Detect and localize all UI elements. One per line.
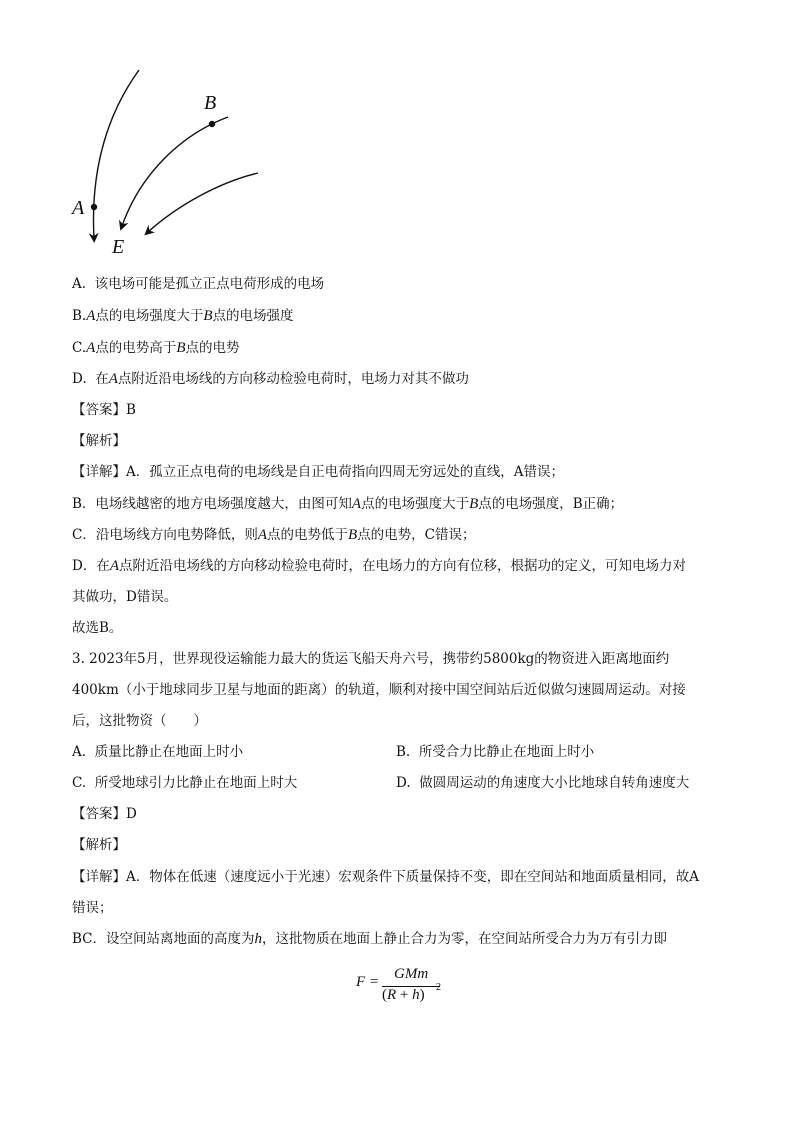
q3-answer: 【答案】D: [72, 806, 137, 822]
formula-exponent: 2: [436, 982, 441, 993]
point-b-dot: [209, 121, 215, 127]
formula-numerator: GMm: [394, 966, 429, 982]
field-line-middle: [122, 117, 228, 226]
point-a-label: A: [72, 197, 85, 219]
q2-detail-c: C．沿电场线方向电势降低，则A点的电势低于B点的电势，C错误；: [72, 527, 476, 543]
q3-option-d: D. 做圆周运动的角速度大小比地球自转角速度大: [396, 775, 690, 791]
q3-option-b: B. 所受合力比静止在地面上时小: [396, 744, 595, 760]
q3-detail-a-cont: 错误；: [72, 900, 113, 916]
gravity-formula: [352, 968, 462, 1012]
q3-stem-line-3: 后，这批物资（ ）: [72, 713, 207, 729]
q2-detail-d: D．在A点附近沿电场线的方向移动检验电荷时，在电场力的方向有位移，根据功的定义，可知电场力对: [72, 558, 686, 574]
formula-lhs: F =: [356, 974, 380, 990]
q2-detail-a: 【详解】A．孤立正点电荷的电场线是自正电荷指向四周无穷远处的直线，A错误；: [72, 464, 564, 480]
q3-option-c: C. 所受地球引力比静止在地面上时大: [72, 775, 298, 791]
q2-option-d: D. 在A点附近沿电场线的方向移动检验电荷时，电场力对其不做功: [72, 371, 469, 387]
q2-analysis-tag: 【解析】: [72, 433, 126, 449]
q2-option-c: C.A点的电势高于B点的电势: [72, 340, 240, 356]
q2-detail-d-cont: 其做功，D错误。: [72, 589, 178, 605]
q2-option-a: A. 该电场可能是孤立正点电荷形成的电场: [72, 276, 325, 292]
q2-detail-b: B．电场线越密的地方电场强度越大，由图可知A点的电场强度大于B点的电场强度，B正确；: [72, 496, 624, 512]
electric-field-diagram: [60, 60, 280, 265]
q3-detail-a: 【详解】A．物体在低速（速度远小于光速）宏观条件下质量保持不变，即在空间站和地面质量相同，故A: [72, 869, 699, 885]
q3-analysis-tag: 【解析】: [72, 837, 126, 853]
q2-option-b: B.A点的电场强度大于B点的电场强度: [72, 308, 294, 324]
formula-denominator: (R + h): [382, 987, 425, 1003]
q3-stem-line-2: 400km（小于地球同步卫星与地面的距离）的轨道，顺利对接中国空间站后近似做匀速圆周运动。对接: [72, 682, 686, 698]
q2-conclusion: 故选B。: [72, 620, 123, 636]
q3-option-a: A. 质量比静止在地面上时小: [72, 744, 244, 760]
q2-answer: 【答案】B: [72, 402, 136, 418]
field-e-label: E: [112, 236, 125, 258]
q3-stem-line-1: 3. 2023年5月，世界现役运输能力最大的货运飞船天舟六号，携带约5800kg的物资进入距离地面约: [72, 651, 670, 667]
field-line-right: [148, 173, 258, 232]
point-b-label: B: [204, 92, 217, 114]
field-lines-svg: [60, 60, 280, 265]
point-a-dot: [91, 204, 97, 210]
field-line-left: [93, 70, 139, 238]
q3-detail-bc: BC．设空间站离地面的高度为h，这批物质在地面上静止合力为零，在空间站所受合力为万有引力即: [72, 931, 668, 947]
